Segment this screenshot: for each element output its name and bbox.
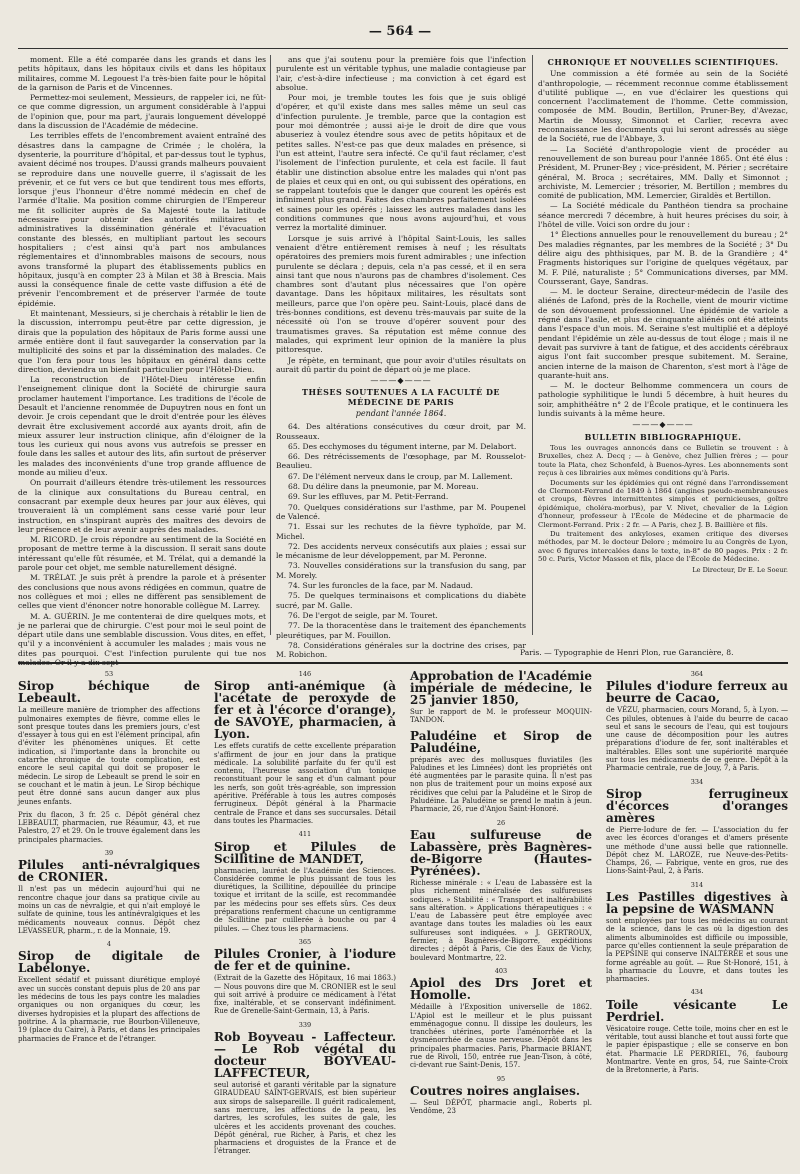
ad-number: 411 xyxy=(298,830,312,839)
advertisement xyxy=(410,819,592,962)
bibliography-title: BULLETIN BIBLIOGRAPHIQUE. xyxy=(584,431,742,442)
chronicle-title: CHRONIQUE ET NOUVELLES SCIENTIFIQUES. xyxy=(547,57,779,67)
ad-number: 95 xyxy=(496,1074,506,1083)
article-paragraph: Et maintenant, Messieurs, si je cherchais à rétablir le lien de la discussion, interrompu peut-être par cette digression, je dirais que la population des hôpitaux de Paris forme aussi une armée entière dont il faut sauvegarder la conservation par la multiplicité des soins et par la dissémination des malades. Ce que l'on fera pour tous les hôpitaux en général dans cette direction, deviendra un bienfait particulier pour l'Hôtel-Dieu. xyxy=(18,309,266,374)
ad-number: 364 xyxy=(690,670,704,678)
theses-subtitle: pendant l'année 1864. xyxy=(355,408,447,418)
ad-title: Sirop ferrugineux d'écorces d'oranges amères xyxy=(606,786,788,825)
ad-body: Vésicatoire rouge. Cette toile, moins cher en est le véritable, tout aussi blanche et tout aussi forte que le papier épispastique ; elle se conserve en bon état. Pharmacie LE PERDRIEL, 76, faubourg Montmartre. Vente en gros, 54, rue Sainte-Croix de la Bretonnerie, à Paris. xyxy=(606,1024,788,1075)
thesis-item: 71. Essai sur les rechutes de la fièvre typhoïde, par M. Michel. xyxy=(276,522,526,541)
ads-column-1 xyxy=(18,670,200,1170)
ad-body: pharmacien, lauréat de l'Académie des Sciences. Considérée comme le plus puissant de tous les diurétiques, la Scillitine, dépouillée du principe toxique et irritant de la scille, est recommandée par les médecins pour ses effets sûrs. Ces deux préparations renferment chacune un centigramme de Scillitine par cuillerée à bouche ou par 4 pilules. — Chez tous les pharmaciens. xyxy=(214,866,396,933)
bibliography-entry: Tous les ouvrages annoncés dans ce Bulletin se trouvent : à Bruxelles, chez A. Decq ; — à Genève, chez Jullien frères ; — pour toute la Plata, chez Schonfeld, à Buenos-Ayres. Les abonnements sont reçus à ces librairies aux mêmes conditions qu'à Paris. xyxy=(538,443,788,478)
thesis-item: 78. Considérations générales sur la doctrine des crises, par M. Robichon. xyxy=(276,640,526,660)
ad-title: Eau sulfureuse de Labassère, près Bagnères-de-Bigorre (Hautes-Pyrénées). xyxy=(410,827,592,878)
ad-body: — Seul DÉPÔT, pharmacie angl., Roberts pl. Vendôme, 23 xyxy=(410,1098,592,1116)
advertisement xyxy=(214,1021,396,1156)
ad-title: Approbation de l'Académie impériale de médecine, le 25 janvier 1850, xyxy=(410,669,592,707)
advertisement xyxy=(214,938,396,1016)
article-paragraph: ans que j'ai soutenu pour la première fois que l'infection purulente est un véritable typhus, une maladie contagieuse par l'air, c'est-à-dire infectieuse ; ma conviction à cet égard est absolue. xyxy=(276,55,526,92)
article-column-2 xyxy=(276,55,526,660)
article-paragraph: Les terribles effets de l'encombrement avaient entraîné des désastres dans la campagne de Crimée ; le choléra, la dysenterie, la pourriture d'hôpital, et par-dessus tout le typhus, avaient décimé nos troupes. D'aussi grands malheurs pouvaient se reproduire dans une nouvelle guerre, il s'agissait de les prévenir, et ce fut vers ce but que tendirent tous mes efforts, lorsque j'eus l'honneur d'être nommé médecin en chef de l'armée d'Italie. Ma position comme chirurgien de l'Empereur me fit solliciter auprès de Sa Majesté toute la latitude nécessaire pour obtenir des autorités militaires et administratives la dissémination générale et l'évacuation constante des blessés, en multipliant partout les secours hospitaliers ; c'est ainsi qu'à part nos ambulances réglementaires et d'innombrables maisons de secours, nous avons transformé la plupart des établissements publics en hôpitaux, jusqu'à en compter 23 à Milan et 38 à Brescia. Mais aussi la conséquence finale de cette vaste diffusion a été de prévenir l'encombrement et de préserver l'armée de toute épidémie. xyxy=(18,131,266,308)
ad-body: Médaille à l'Exposition universelle de 1862. L'Apiol est le meilleur et le plus puissant emménagogue connu. Il dissipe les douleurs, les tranchées utérines, porte l'aménorrhée et la dysménorrhée de cause nerveuse. Dépôt dans les principales pharmacies. Paris, Pharmacie BRIANT, rue de Rivoli, 150, entrée rue Jean-Tison, à côté, ci-devant rue Saint-Denis, 157. xyxy=(410,1003,592,1070)
ad-number: 365 xyxy=(298,937,312,946)
ad-number: 334 xyxy=(690,777,704,786)
ad-body: Excellent sédatif et puissant diurétique employé avec un succès constant depuis plus de 20 ans par les médecins de tous les pays contre les maladies organiques ou non organiques du cœur, les diverses hydropisies et la plupart des affections de poitrine. A la pharmacie, rue Bourbon-Villeneuve, 19 (place du Caire), à Paris, et dans les principales pharmacies de France et de l'étranger. xyxy=(18,976,200,1043)
page-number: — 564 — xyxy=(368,24,432,39)
thesis-item: 75. De quelques terminaisons et complications du diabète sucré, par M. Galle. xyxy=(276,591,526,610)
chronicle-paragraph: Une commission a été formée au sein de la Société d'anthropologie, — récemment reconnue comme établissement d'utilité publique —, en vue d'éclairer les questions qui concernent l'acclimatement de l'homme. Cette commission, composée de MM. Boudin, Bertillon, Pruner-Bey, d'Avezac, Martin de Moussy, Simonnot et Carlier, recevra avec reconnaissance les documents qui lui seront adressés au siège de la Société, rue de l'Abbaye, 3. xyxy=(538,69,788,144)
ad-title: Coutres noires anglaises. xyxy=(410,1083,580,1098)
ad-number: 26 xyxy=(496,818,506,827)
article-paragraph: La reconstruction de l'Hôtel-Dieu intéresse enfin l'enseignement clinique dont la Société de chirurgie saura proclamer hautement l'importance. Les traditions de l'école de Desault et l'ancienne renommée de Dupuytren nous en font un devoir. Je crois cependant que le droit d'entrée pour les élèves devrait être exclusivement accordé aux ayants droit, afin de mieux assurer leur instruction clinique, afin d'éloigner de la tous les curieux qui nous avons vus autrefois se presser en foule dans les salles et autour des lits, afin surtout de préserver les malades des inconvénients d'une trop grande affluence de monde au milieu d'eux. xyxy=(18,375,266,478)
ad-body: Sur le rapport de M. le professeur MOQUIN-TANDON. xyxy=(410,708,592,725)
ad-body: préparés avec des mollusques fluviatiles (les Paludines et les Limnées) dont les propriétés ont été augmentées par le parasite quina. Il n'est pas non plus de traitement pour un moins exposé aux récidives que celui par la Paludéine et le Sirop de Paludéine. La Paludéine se prend le matin à jeun. Pharmacie, 26, rue d'Anjou Saint-Honoré. xyxy=(410,755,592,814)
thesis-item: 72. Des accidents nerveux consécutifs aux plaies ; essai sur le mécanisme de leur développement, par M. Peronne. xyxy=(276,541,526,561)
advertisement xyxy=(410,967,592,1070)
ad-body: de VÉZU, pharmacien, cours Morand, 5, à Lyon. — Ces pilules, obtenues à l'aide du beurre de cacao seul et sans le secours de l'eau, qui est toujours une cause de décomposition pour les autres préparations d'iodure de fer, sont inaltérables et inaltérables. Elles sont une supériorité marquée sur tous les médicaments de ce genre. Dépôt à la Pharmacie centrale, rue de Jouy, 7, à Paris. xyxy=(606,706,788,773)
ad-number: 403 xyxy=(494,966,508,975)
ad-body: (Extrait de la Gazette des Hôpitaux, 16 mai 1863.) — Nous pouvons dire que M. CRONIER est le seul qui soit arrivé à produire ce médicament à l'état fixe, inaltérable, et se conservant indéfiniment. Rue de Grenelle-Saint-Germain, 13, à Paris. xyxy=(214,974,396,1016)
article-paragraph: M. RICORD. Je crois répondre au sentiment de la Société en proposant de mettre terme à la discussion. Il serait sans doute intéressant qu'elle fût résumée, et M. Trélat, qui a demandé la parole pour cet objet, me semble naturellement désigné. xyxy=(18,535,266,573)
bibliography-entry: Documents sur les épidémies qui ont régné dans l'arrondissement de Clermont-Ferrand de 1849 à 1864 (angines pseudo-membraneuses et croups, fièvres intermittentes simples et pernicieuses, goître épidémique, choléra-morbus), par V. Nivet, chevalier de la Légion d'honneur, professeur à l'École de Médecine et de pharmacie de Clermont-Ferrand. Prix : 2 fr. — A Paris, chez J. B. Baillière et fils. xyxy=(538,478,788,529)
chronicle-paragraph: — La Société d'anthropologie vient de procéder au renouvellement de son bureau pour l'année 1865. Ont été élus : Président, M. Pruner-Bey ; vice-président, M. Périer ; secrétaire général, M. Broca ; secrétaires, MM. Dally et Simonnot ; archiviste, M. Lemercier ; trésorier, M. Bertillon ; membres du comité de publication, MM. Lemercier, Giraldès et Bertillon. xyxy=(538,144,788,201)
advertisement xyxy=(410,1075,592,1116)
ad-title: Pilules Cronier, à l'iodure de fer et de quinine. xyxy=(214,947,396,974)
advertisements xyxy=(18,670,788,1170)
ads-column-4 xyxy=(606,670,788,1170)
ad-number: 146 xyxy=(298,670,312,678)
ad-body: Prix du flacon, 3 fr. 25 c. Dépôt général chez LEBEAULT, pharmacien, rue Réaumur, 43, et rue Palestro, 27 et 29. On le trouve également dans les principales pharmacies. xyxy=(18,810,200,844)
theses-title: THÈSES SOUTENUES A LA FACULTÉ DE MÉDECINE DE PARIS xyxy=(302,387,500,407)
ad-title: Paludéine et Sirop de Paludéine, xyxy=(410,728,592,755)
article-paragraph: Pour moi, je tremble toutes les fois que je suis obligé d'opérer, et qu'il existe dans mes salles même un seul cas d'infection purulente. Je tremble, parce que la contagion est pour moi démontrée ; aussi ai-je le droit de dire que vous abuseriez à voulez étendre sous avec de petits hôpitaux et de petites salles. N'est-ce pas que deux malades en présence, si l'un est atteint, l'autre sera infecté. Ce qu'il faut réclamer, c'est l'isolement de l'infection purulente, et cela est facile. Il faut établir une distinction absolue entre les malades qui n'ont pas de plaies et ceux qui en ont, ou qui subissent des opérations, en se rappelant toutefois que le danger que courent les opérés est infiniment plus grand. Faites des chambres parfaitement isolées et saines pour les opérés ; laissez les autres malades dans les conditions communes que nous avons aujourd'hui, et vous verrez la mortalité diminuer. xyxy=(276,93,526,233)
director-signature: Le Directeur, Dr E. Le Soeur. xyxy=(692,565,788,574)
ad-title: Pilules d'iodure ferreux au beurre de Cacao, xyxy=(606,679,788,706)
ad-title: Rob Boyveau - Laffecteur. — Le Rob végétal du docteur BOYVEAU-LAFFECTEUR, xyxy=(214,1030,396,1081)
thesis-item: 67. De l'élément nerveux dans le croup, par M. Lallement. xyxy=(288,471,513,481)
ad-body: seul autorisé et garanti véritable par la signature GIRAUDEAU SAINT-GERVAIS, est bien supérieur aux sirops de salsepareille. Il guérit radicalement, sans mercure, les affections de la peau, les dartres, les scrofules, les suites de gale, les ulcères et les accidents provenant des couches. Dépôt général, rue Richer, à Paris, et chez les pharmaciens et droguistes de la France et de l'étranger. xyxy=(214,1081,396,1156)
advertisement xyxy=(606,988,788,1074)
advertisement xyxy=(18,670,200,806)
article-paragraph: Permettez-moi seulement, Messieurs, de rappeler ici, ne fût-ce que comme digression, un argument considérable à l'appui de l'opinion que, pour ma part, j'aurais longuement développé dans la discussion de l'Académie de médecine. xyxy=(18,93,266,131)
ornament: ———◆——— xyxy=(370,376,432,386)
chronicle-paragraph: — M. le docteur Belhomme commencera un cours de pathologie syphilitique le lundi 5 décembre, à huit heures du soir, amphithéâtre n° 2 de l'École pratique, et le continuera les lundis suivants à la même heure. xyxy=(538,381,788,418)
advertisement xyxy=(606,778,788,876)
article-paragraph: M. TRÉLAT. Je suis prêt à prendre la parole et à présenter des conclusions que nous avons rédigées en commun, quatre de nos collègues et moi ; elles ne diffèrent pas sensiblement de celles que vient d'énoncer notre honorable collègue M. Larrey. xyxy=(18,573,266,611)
advertisement xyxy=(214,670,396,825)
ads-column-3 xyxy=(410,670,592,1170)
ad-title: Sirop béchique de Lebeault. xyxy=(18,679,200,706)
ad-body: de Pierre-Iodure de fer. — L'association du fer avec les écorces d'oranges et d'amers présente une méthode d'une aussi belle que rationnelle. Dépôt chez M. LAROZE, rue Neuve-des-Petits-Champs, 26, — Fabrique, vente en gros, rue des Lions-Saint-Paul, 2, à Paris. xyxy=(606,825,788,876)
ad-title: Sirop de digitale de Labélonye. xyxy=(18,949,200,976)
thesis-item: 66. Des rétrécissements de l'œsophage, par M. Rousselot-Beaulieu. xyxy=(276,452,526,471)
ad-body: sont employées par tous les médecins au courant de la science, dans le cas où la digestion des aliments albuminoïdes est difficile ou impossible, parce qu'elles contiennent la seule préparation de la PEPSINE qui conserve INALTÉRÉE et sous une forme agréable au goût. — Rue St-Honoré, 151, à la pharmacie du Louvre, et dans toutes les pharmacies. xyxy=(606,917,788,984)
article-paragraph: Je répète, en terminant, que pour avoir d'utiles résultats on aurait dû partir du point de départ où je me place. xyxy=(276,355,526,374)
thesis-item: 77. De la thoracentèse dans le traitement des épanchements pleurétiques, par M. Fouillon. xyxy=(276,621,526,640)
ads-divider xyxy=(18,662,788,664)
ad-body: Les effets curatifs de cette excellente préparation s'affirment de jour en jour dans la pratique médicale. La solubilité parfaite du fer qu'il est contenu, l'heureuse association d'un tonique reconstituant pour le sang et d'un calmant pour les nerfs, son goût très-agréable, son impression apéritive. Préférable à tous les autres composés ferrugineux. Dépôt général à la Pharmacie centrale de France et dans ses succursales. Détail dans toutes les Pharmacies. xyxy=(214,742,396,825)
ads-column-2 xyxy=(214,670,396,1170)
chronicle-paragraph: 1° Élections annuelles pour le renouvellement du bureau ; 2° Des maladies régnantes, par les membres de la Société ; 3° Du délire aigu des phthisiques, par M. B. de la Grandière ; 4° Fragments historiques sur l'origine de quelques végétaux, par M. F. Pilé, naturaliste ; 5° Communications diverses, par MM. Coursserant, Gaye, Sandras. xyxy=(538,230,788,286)
thesis-item: 74. Sur les furoncles de la face, par M. Nadaud. xyxy=(288,581,473,591)
ad-number: 39 xyxy=(104,849,114,858)
thesis-item: 68. Du délire dans la pneumonie, par M. Moreau. xyxy=(288,482,479,492)
advertisement xyxy=(18,849,200,935)
ad-body: La meilleure manière de triompher des affections pulmonaires exemptes de fièvre, comme elles le sont presque toutes dans les premiers jours, c'est d'essayer à tous qui en est l'élément principal, afin d'éviter les phénomènes uniques. Et cette indication, si l'importante dans la bronchite ou catarrhe chronique de toute complication, est encore le seul capital qui doit se proposer le médecin. Le sirop de Lebeault se prend le soir en se couchant et le matin à jeun. Le Sirop béchique peut être donné sans aucun danger aux plus jeunes enfants. xyxy=(18,706,200,806)
thesis-item: 65. Des ecchymoses du tégument interne, par M. Delabort. xyxy=(288,441,517,451)
ornament: ———◆——— xyxy=(632,420,694,430)
thesis-item: 70. Quelques considérations sur l'asthme, par M. Poupenel de Valencé. xyxy=(276,502,526,521)
bibliography-entry: Du traitement des ankyloses, examen critique des diverses méthodes, par M. le docteur Delore ; mémoire lu au Congrès de Lyon, avec 6 figures intercalées dans le texte, in-8° de 80 pages. Prix : 2 fr. 50 c. Paris, Victor Masson et fils, place de l'École de Médecine. xyxy=(538,529,788,564)
ad-number: 339 xyxy=(298,1020,312,1029)
ad-number: 4 xyxy=(106,940,112,949)
ad-title: Toile vésicante Le Perdriel. xyxy=(606,997,788,1024)
chronicle-paragraph: — La Société médicale du Panthéon tiendra sa prochaine séance mercredi 7 décembre, à huit heures précises du soir, à l'hôtel de ville. Voici son ordre du jour : xyxy=(538,201,788,230)
advertisement xyxy=(606,670,788,773)
article-paragraph: Lorsque je suis arrivé à l'hôpital Saint-Louis, les salles venaient d'être entièrement remises à neuf ; les résultats opératoires des premiers mois furent admirables ; une infection purulente se déclara ; depuis, cela n'a pas cessé, et il en sera ainsi tant que nous n'aurons pas de chambres d'isolement. Ces chambres sont d'autant plus nécessaires que l'on opère davantage. Dans les hôpitaux militaires, les résultats sont meilleurs, parce que l'on opère peu. Saint-Louis, placé dans de très-bonnes conditions, est devenu très-mauvais par suite de la nécessité où l'on se trouve d'opérer souvent pour des traumatismes graves. Sa réputation est même connue des malades, qui expriment leur opinion de la manière la plus pittoresque. xyxy=(276,233,526,355)
advertisement xyxy=(606,881,788,984)
column-rule xyxy=(270,55,271,635)
advertisement xyxy=(214,830,396,933)
advertisement xyxy=(410,670,592,725)
imprint-line: Paris. — Typographie de Henri Plon, rue Garancière, 8. xyxy=(520,648,734,657)
ad-title: Apiol des Drs Joret et Homolle. xyxy=(410,976,592,1003)
article-column-1 xyxy=(18,55,266,658)
ad-number: 434 xyxy=(690,988,704,997)
article-column-3 xyxy=(538,55,788,641)
article-paragraph: M. A. GUÉRIN. Je me contenterai de dire quelques mots, et je ne parlerai que de chirurgie. C'est pour moi le seul point de départ utile dans une semblable discussion. Vous dites, en effet, qu'il y a inconvénient à accumuler les malades ; mais vous ne dites pas pourquoi. C'est l'infection purulente qui tue nos xyxy=(18,611,266,658)
ad-title: Sirop et Pilules de Scillitine de MANDET, xyxy=(214,839,396,866)
thesis-item: 69. Sur les effluves, par M. Petit-Ferrand. xyxy=(288,492,449,502)
thesis-item: 73. Nouvelles considérations sur la transfusion du sang, par M. Morely. xyxy=(276,561,526,580)
advertisement xyxy=(410,730,592,814)
chronicle-paragraph: — M. le docteur Seraine, directeur-médecin de l'asile des aliénés de Lafond, près de la Rochelle, vient de mourir victime de son dévouement professionnel. Une épidémie de variole a régné dans l'asile, et plus de cinquante aliénés ont été atteints dans l'espace d'un mois. M. Seraine s'est multiplié et a déployé pendant l'épidémie un zèle au-dessus de tout éloge ; mais il ne devait pas survivre à tant de fatigue, et des accidents cérébraux aigus l'ont fait succomber presque subitement. M. Seraine, ancien interne de la maison de Charenton, s'est mort à l'âge de quarante-huit ans. xyxy=(538,287,788,380)
article-paragraph: On pourrait d'ailleurs étendre très-utilement les ressources de la clinique aux consultations du Bureau central, en consacrant par exemple deux heures par jour aux élèves, qui trouveraient là un complément sans cesse varié pour leur instruction, en s'inspirant auprès des maîtres des devoirs de leur présence et de leur avenir auprès des malades. xyxy=(18,478,266,534)
ad-title: Sirop anti-anémique (à l'acétate de peroxyde de fer et à l'écorce d'orange), de SAVOYE, pharmacien, à Lyon. xyxy=(214,679,396,742)
thesis-item: 76. De l'ergot de seigle, par M. Touret. xyxy=(288,610,438,620)
advertisement xyxy=(18,811,200,844)
ad-body: Il n'est pas un médecin aujourd'hui qui ne rencontre chaque jour dans sa pratique civile au moins un cas de névralgie, et qui n'ait employé le sulfate de quinine, tous les antinévralgiques et les médicaments nouveaux connus. Dépôt chez LEVASSEUR, pharm., r. de la Monnaie, 19. xyxy=(18,885,200,935)
article-paragraph: moment. Elle a été comparée dans les grands et dans les petits hôpitaux, dans les hôpitaux civils et dans les hôpitaux militaires, comme M. Legouest l'a très-bien faite pour le hôpital de la garnison de Paris et de Vincennes. xyxy=(18,55,266,92)
ad-title: Les Pastilles digestives à la pepsine de WASMANN xyxy=(606,890,788,917)
ad-number: 314 xyxy=(690,880,704,889)
ad-body: Richesse minérale : « L'eau de Labassère est la plus richement minéralisée des sulfureuses sodiques. » Stabilité : « Transport et inaltérabilité sans altération. » Applications thérapeutiques : « L'eau de Labassère peut être employée avec avantage dans toutes les maladies où les eaux sulfureuses sont indiquées. » J. GERTROUX, fermier, à Bagnères-de-Bigorre, expéditions directes ; dépôt à Paris, Cie des Eaux de Vichy, boulevard Montmartre, 22. xyxy=(410,878,592,962)
advertisement xyxy=(18,940,200,1043)
thesis-item: 64. Des altérations consécutives du cœur droit, par M. Rousseaux. xyxy=(276,422,526,441)
column-rule xyxy=(532,55,533,635)
ad-title: Pilules anti-névralgiques de CRONIER. xyxy=(18,858,200,885)
ad-number: 53 xyxy=(104,670,114,678)
